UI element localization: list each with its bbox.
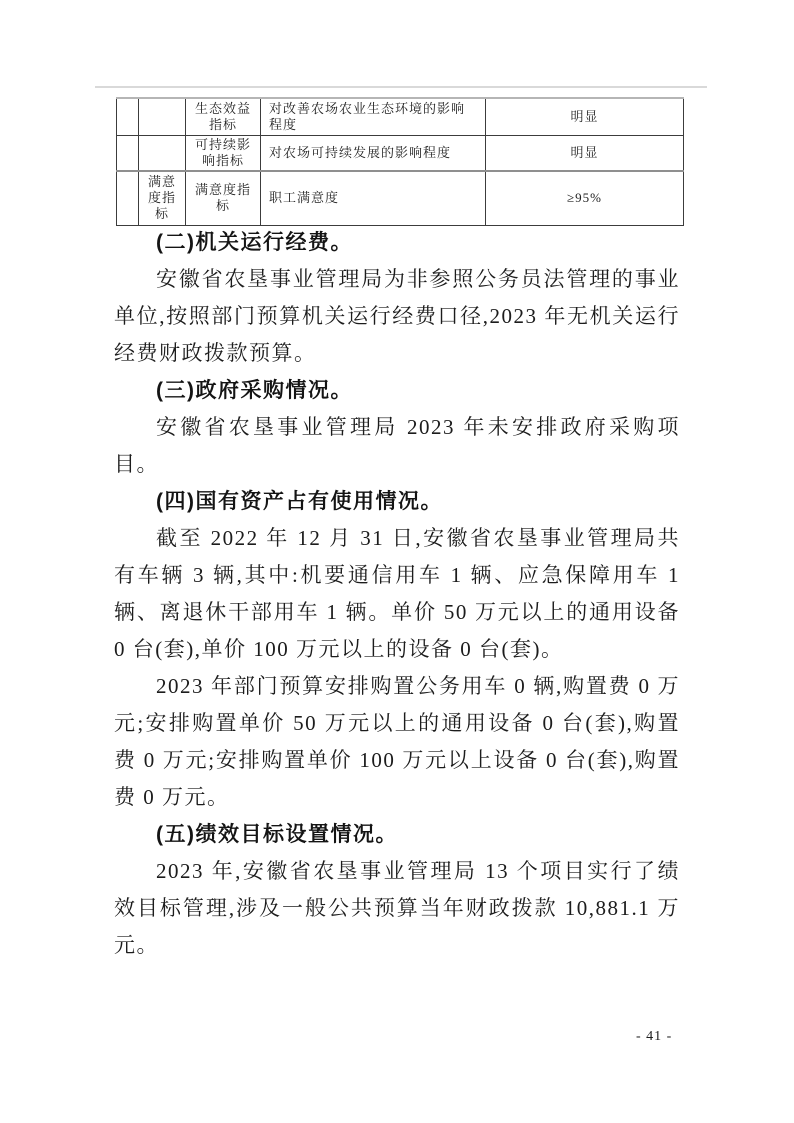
page-number: - 41 - [636,1029,673,1044]
table-cell-category: 满意度指标 [139,171,186,226]
section-4-paragraph: 2023 年部门预算安排购置公务用车 0 辆,购置费 0 万元;安排购置单价 50 万元以上的通用设备 0 台(套),购置费 0 万元;安排购置单价 100 万元以上设备 0 台(套),购置费 0 万元。 [114,674,680,809]
table-cell-indicator-value: 明显 [486,98,684,135]
table-cell-spacer [117,171,139,226]
table-cell-indicator-value: ≥95% [486,171,684,226]
table-cell-indicator-desc: 职工满意度 [261,171,486,226]
table-row [117,171,684,226]
section-4-paragraph: 截至 2022 年 12 月 31 日,安徽省农垦事业管理局共有车辆 3 辆,其中:机要通信用车 1 辆、应急保障用车 1 辆、离退休干部用车 1 辆。单价 50 万元以上的通用设备 0 台(套),单价 100 万元以上的设备 0 台(套)。 [114,526,680,661]
table-cell-indicator-type: 生态效益指标 [186,98,261,135]
section-heading-3: (三)政府采购情况。 [156,379,353,402]
performance-indicator-table [116,97,684,226]
table-cell-indicator-type: 满意度指标 [186,171,261,226]
section-3-paragraph: 安徽省农垦事业管理局 2023 年未安排政府采购项目。 [114,415,680,476]
section-heading-5: (五)绩效目标设置情况。 [156,823,398,846]
table-cell-indicator-desc: 对改善农场农业生态环境的影响程度 [261,98,486,135]
table-cell-spacer [117,98,139,135]
document-body [114,224,680,964]
table-cell-category [139,98,186,135]
table-cell-indicator-value: 明显 [486,135,684,171]
section-heading-2: (二)机关运行经费。 [156,231,353,254]
section-5-paragraph: 2023 年,安徽省农垦事业管理局 13 个项目实行了绩效目标管理,涉及一般公共预算当年财政拨款 10,881.1 万元。 [114,859,680,957]
table-row [117,98,684,135]
table-row [117,135,684,171]
table-cell-category [139,135,186,171]
page-crease-line [95,86,707,88]
table-cell-indicator-type: 可持续影响指标 [186,135,261,171]
table-cell-indicator-desc: 对农场可持续发展的影响程度 [261,135,486,171]
section-heading-4: (四)国有资产占有使用情况。 [156,490,443,513]
table-cell-spacer [117,135,139,171]
section-2-paragraph: 安徽省农垦事业管理局为非参照公务员法管理的事业单位,按照部门预算机关运行经费口径,2023 年无机关运行经费财政拨款预算。 [114,267,680,365]
